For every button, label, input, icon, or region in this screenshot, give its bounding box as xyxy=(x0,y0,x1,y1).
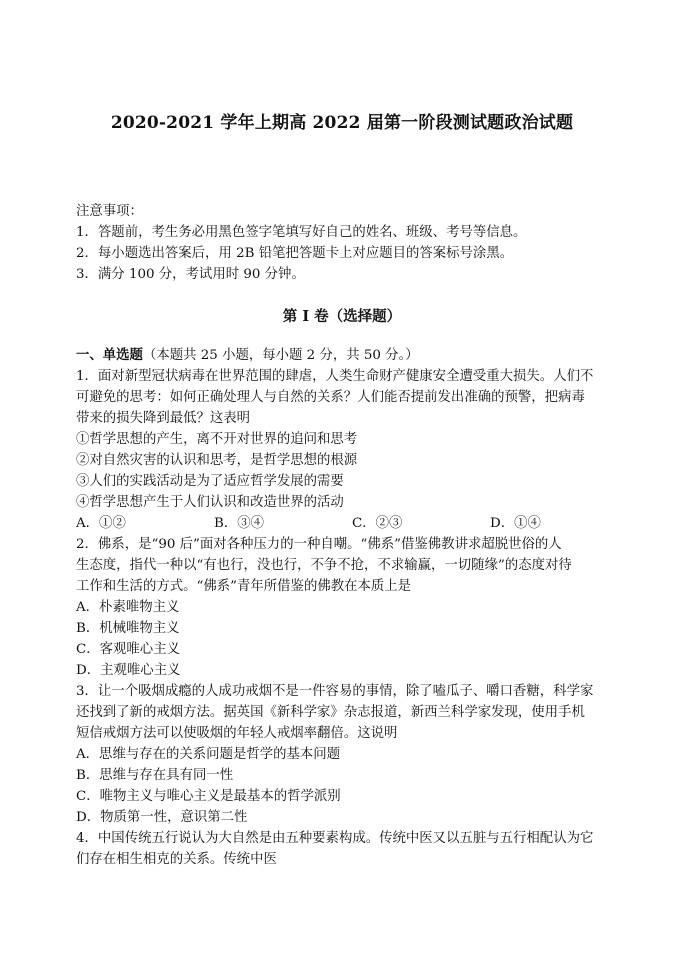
question-2-line: 2．佛系，是“90 后”面对各种压力的一种自嘲。“佛系”借鉴佛教讲求超脱世俗的人 xyxy=(76,537,562,552)
question-1-line: 1．面对新型冠状病毒在世界范围的肆虐，人类生命财产健康安全遭受重大损失。人们不 xyxy=(76,369,594,384)
option-a: A．①② xyxy=(76,516,126,531)
option-c: C．唯物主义与唯心主义是最基本的哲学派别 xyxy=(76,789,341,804)
notice-item: 3．满分 100 分，考试用时 90 分钟。 xyxy=(76,267,305,282)
question-4-line: 4．中国传统五行说认为大自然是由五种要素构成。传统中医又以五脏与五行相配认为它 xyxy=(76,831,594,846)
part-label: 一、单选题 xyxy=(76,347,143,363)
question-1-statement: ②对自然灾害的认识和思考，是哲学思想的根源 xyxy=(76,453,358,468)
question-1-statement: ④哲学思想产生于人们认识和改造世界的活动 xyxy=(76,495,344,510)
option-c: C．②③ xyxy=(352,516,403,531)
question-3-line: 还找到了新的戒烟方法。据英国《新科学家》杂志报道，新西兰科学家发现，使用手机 xyxy=(76,705,585,720)
question-2-line: 工作和生活的方式。“佛系”青年所借鉴的佛教在本质上是 xyxy=(76,579,412,594)
question-1-line: 可避免的思考：如何正确处理人与自然的关系？人们能否提前发出准确的预警，把病毒 xyxy=(76,390,585,405)
question-3-line: 短信戒烟方法可以使吸烟的年轻人戒烟率翻倍。这说明 xyxy=(76,726,398,741)
question-1-statement: ①哲学思想的产生，离不开对世界的追问和思考 xyxy=(76,432,358,447)
option-b: B．机械唯物主义 xyxy=(76,621,180,636)
question-1-statement: ③人们的实践活动是为了适应哲学发展的需要 xyxy=(76,474,344,489)
option-b: B．思维与存在具有同一性 xyxy=(76,768,234,783)
part-description: （本题共 25 小题，每小题 2 分，共 50 分。） xyxy=(142,348,419,363)
question-4-line: 们存在相生相克的关系。传统中医 xyxy=(76,852,277,867)
option-a: A．朴素唯物主义 xyxy=(76,600,180,615)
question-3-line: 3．让一个吸烟成瘾的人成功戒烟不是一件容易的事情，除了嗑瓜子、嚼口香糖，科学家 xyxy=(76,684,594,699)
notice-item: 2．每小题选出答案后，用 2B 铅笔把答题卡上对应题目的答案标号涂黑。 xyxy=(76,246,514,261)
part-heading xyxy=(76,345,616,366)
option-b: B．③④ xyxy=(214,516,265,531)
question-1-line: 带来的损失降到最低？这表明 xyxy=(76,411,251,426)
notice-item: 1．答题前，考生务必用黑色签字笔填写好自己的姓名、班级、考号等信息。 xyxy=(76,225,527,240)
option-d: D．物质第一性，意识第二性 xyxy=(76,810,248,825)
option-d: D．①④ xyxy=(490,516,541,531)
question-2-line: 生态度，指代一种以“有也行，没也行，不争不抢，不求输赢，一切随缘”的态度对待 xyxy=(76,558,572,573)
notice-heading: 注意事项： xyxy=(76,204,143,219)
section-title: 第 I 卷（选择题） xyxy=(282,308,402,325)
option-a: A．思维与存在的关系问题是哲学的基本问题 xyxy=(76,747,341,762)
option-c: C．客观唯心主义 xyxy=(76,642,180,657)
question-1-options xyxy=(76,513,616,534)
exam-title: 2020-2021 学年上期高 2022 届第一阶段测试题政治试题 xyxy=(110,113,574,133)
option-d: D．主观唯心主义 xyxy=(76,663,181,678)
